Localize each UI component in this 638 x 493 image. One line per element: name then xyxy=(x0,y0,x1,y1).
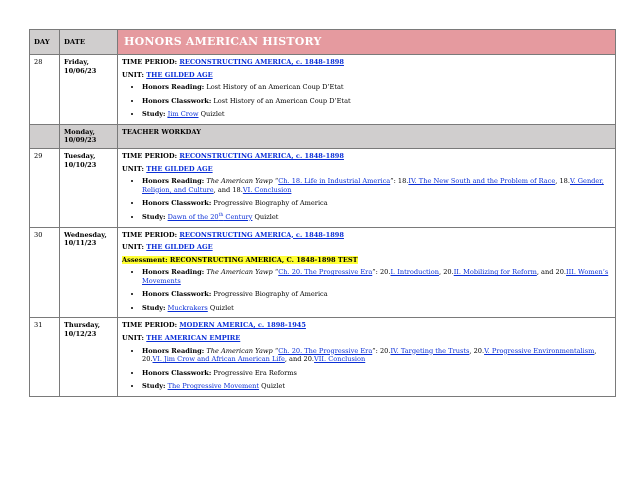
reading-sep: ”: 20. xyxy=(372,346,391,355)
date-cell xyxy=(60,124,118,148)
unit-link[interactable]: THE GILDED AGE xyxy=(146,243,213,252)
list-item xyxy=(142,382,611,391)
classwork-text: Progressive Biography of America xyxy=(213,199,328,208)
date-value: 10/10/23 xyxy=(64,160,97,169)
section-link[interactable]: VII. Conclusion xyxy=(314,355,366,364)
reading-sep: ”: 20. xyxy=(372,268,391,277)
schedule-page xyxy=(29,29,616,397)
list-item: • Honors Reading: The American Yawp “Ch. 20. The Progressive Era”: 20.IV. Targeting the Trusts, 20.V. Progressive Environmentalism, 20.VI. Jim Crow and African American Life, and 20.VII. Conclusion xyxy=(142,347,611,364)
list-item xyxy=(142,199,611,208)
weekday: Monday, xyxy=(64,127,95,136)
date-cell xyxy=(60,148,118,227)
header-title: HONORS AMERICAN HISTORY xyxy=(118,30,616,55)
section-link[interactable]: IV. Targeting the Trusts xyxy=(390,346,470,355)
reading-sep: , 20. xyxy=(439,268,454,277)
reading-sep: , and 20. xyxy=(536,268,567,277)
classwork-label: Honors Classwork: xyxy=(142,199,212,208)
day-cell xyxy=(30,124,60,148)
list-item xyxy=(142,290,611,299)
activity-list xyxy=(122,177,611,221)
section-link[interactable]: V. Gender, Religion, and Culture xyxy=(142,177,604,194)
date-cell xyxy=(60,55,118,125)
workday-note: TEACHER WORKDAY xyxy=(118,124,616,148)
list-item xyxy=(142,369,611,378)
assessment-text: Assessment: RECONSTRUCTING AMERICA, C. 1848-1898 TEST xyxy=(122,255,358,264)
weekday: Wednesday, xyxy=(64,230,107,239)
table-row xyxy=(30,227,616,318)
time-period-label: TIME PERIOD: xyxy=(122,58,178,66)
book-title: The American Yawp xyxy=(206,268,273,277)
table-row xyxy=(30,55,616,125)
list-item: • Honors Reading: The American Yawp “Ch. 20. The Progressive Era”: 20.I. Introduction, 20.II. Mobilizing for Reform, and 20.III. Women’s Movements xyxy=(142,268,611,285)
section-link[interactable]: I. Introduction xyxy=(390,268,440,277)
weekday: Friday, xyxy=(64,58,89,66)
weekday: Thursday, xyxy=(64,321,101,330)
date-cell xyxy=(60,227,118,318)
unit-label: UNIT: xyxy=(122,70,144,79)
date-value: 10/06/23 xyxy=(64,66,97,75)
time-period-link[interactable]: MODERN AMERICA, c. 1898-1945 xyxy=(179,321,306,330)
unit xyxy=(122,165,611,174)
time-period-label: TIME PERIOD: xyxy=(122,321,178,330)
list-item: • Honors Reading: The American Yawp “Ch. 18. Life in Industrial America”: 18.IV. The New South and the Problem of Race, 18.V. Gender, Religion, and Culture, and 18.VI. Conclusion xyxy=(142,177,611,194)
day-cell: 31 xyxy=(30,318,60,396)
activity-list xyxy=(122,83,611,119)
study-link[interactable]: The Progressive Movement xyxy=(167,382,260,391)
reading-label: Honors Reading: xyxy=(142,177,205,186)
study-link[interactable] xyxy=(168,213,253,221)
chapter-link[interactable]: Ch. 18. Life in Industrial America xyxy=(278,177,391,186)
schedule-table xyxy=(29,29,616,397)
study-label: Study: xyxy=(142,382,166,391)
classwork-text: Lost History of an American Coup D’Etat xyxy=(213,96,351,105)
unit-label: UNIT: xyxy=(122,164,144,173)
quizlet-text: Quizlet xyxy=(252,212,279,221)
reading-text: Lost History of an American Coup D’Etat xyxy=(206,83,344,92)
time-period-link[interactable]: RECONSTRUCTING AMERICA, c. 1848-1898 xyxy=(179,230,344,239)
list-item xyxy=(142,83,611,92)
section-link[interactable]: III. Women’s Movements xyxy=(142,268,609,285)
classwork-text: Progressive Era Reforms xyxy=(213,368,297,377)
unit-label: UNIT: xyxy=(122,243,144,252)
list-item xyxy=(142,304,611,313)
reading-label: Honors Reading: xyxy=(142,83,205,92)
list-item xyxy=(142,110,611,119)
time-period xyxy=(122,58,611,67)
time-period xyxy=(122,231,611,240)
section-link[interactable]: V. Progressive Environmentalism xyxy=(484,346,595,355)
study-link-text-end: Century xyxy=(223,212,253,221)
quizlet-text: Quizlet xyxy=(198,110,225,119)
table-row xyxy=(30,148,616,227)
assessment xyxy=(122,256,611,265)
table-row xyxy=(30,124,616,148)
content-cell xyxy=(118,55,616,125)
section-link[interactable]: II. Mobilizing for Reform xyxy=(453,268,537,277)
activity-list xyxy=(122,268,611,312)
unit-link[interactable]: THE GILDED AGE xyxy=(146,70,213,79)
time-period-link[interactable]: RECONSTRUCTING AMERICA, c. 1848-1898 xyxy=(179,58,344,66)
chapter-link[interactable]: Ch. 20. The Progressive Era xyxy=(278,346,373,355)
time-period-link[interactable]: RECONSTRUCTING AMERICA, c. 1848-1898 xyxy=(179,151,344,160)
classwork-label: Honors Classwork: xyxy=(142,96,212,105)
chapter-link[interactable]: Ch. 20. The Progressive Era xyxy=(278,268,373,277)
study-link-sup: th xyxy=(218,212,224,218)
time-period-label: TIME PERIOD: xyxy=(122,151,178,160)
study-link-text: Dawn of the 20 xyxy=(167,212,219,221)
section-link[interactable]: VI. Conclusion xyxy=(242,185,292,194)
unit-link[interactable]: THE AMERICAN EMPIRE xyxy=(146,334,241,342)
day-cell: 30 xyxy=(30,227,60,318)
time-period xyxy=(122,152,611,161)
header-date: DATE xyxy=(60,30,118,55)
reading-sep: , 20. xyxy=(142,346,597,364)
activity-list xyxy=(122,347,611,391)
quizlet-text: Quizlet xyxy=(259,382,286,391)
classwork-label: Honors Classwork: xyxy=(142,368,212,377)
date-value: 10/12/23 xyxy=(64,330,97,338)
study-link[interactable]: Muckrakers xyxy=(167,303,208,312)
header-row xyxy=(30,30,616,55)
header-day: DAY xyxy=(30,30,60,55)
list-item xyxy=(142,213,611,222)
quizlet-text: Quizlet xyxy=(207,303,234,312)
content-cell xyxy=(118,227,616,318)
date-cell xyxy=(60,318,118,396)
study-label: Study: xyxy=(142,303,166,312)
unit xyxy=(122,243,611,252)
classwork-text: Progressive Biography of America xyxy=(213,290,328,299)
day-cell: 29 xyxy=(30,148,60,227)
date-value: 10/09/23 xyxy=(64,136,97,145)
unit-label: UNIT: xyxy=(122,334,144,342)
unit xyxy=(122,71,611,80)
reading-sep: ”: 18. xyxy=(390,177,409,186)
time-period xyxy=(122,321,611,330)
time-period-label: TIME PERIOD: xyxy=(122,230,178,239)
content-cell xyxy=(118,318,616,396)
study-link[interactable]: Jim Crow xyxy=(167,110,199,119)
study-label: Study: xyxy=(142,110,166,119)
reading-sep: , and 20. xyxy=(284,355,315,364)
study-label: Study: xyxy=(142,212,166,221)
date-value: 10/11/23 xyxy=(64,239,97,248)
list-item xyxy=(142,97,611,106)
reading-sep: , 20. xyxy=(469,346,485,355)
reading-sep: , and 18. xyxy=(213,185,243,194)
day-cell: 28 xyxy=(30,55,60,125)
reading-label: Honors Reading: xyxy=(142,346,205,355)
unit xyxy=(122,334,611,343)
book-title: The American Yawp xyxy=(206,346,273,355)
section-link[interactable]: VI. Jim Crow and African American Life xyxy=(152,355,285,364)
classwork-label: Honors Classwork: xyxy=(142,290,212,299)
unit-link[interactable]: THE GILDED AGE xyxy=(146,164,213,173)
table-row xyxy=(30,318,616,396)
book-title: The American Yawp xyxy=(206,177,273,186)
section-link[interactable]: IV. The New South and the Problem of Race xyxy=(408,177,556,186)
weekday: Tuesday, xyxy=(64,151,96,160)
reading-sep: , 18. xyxy=(555,177,570,186)
content-cell xyxy=(118,148,616,227)
reading-label: Honors Reading: xyxy=(142,268,205,277)
